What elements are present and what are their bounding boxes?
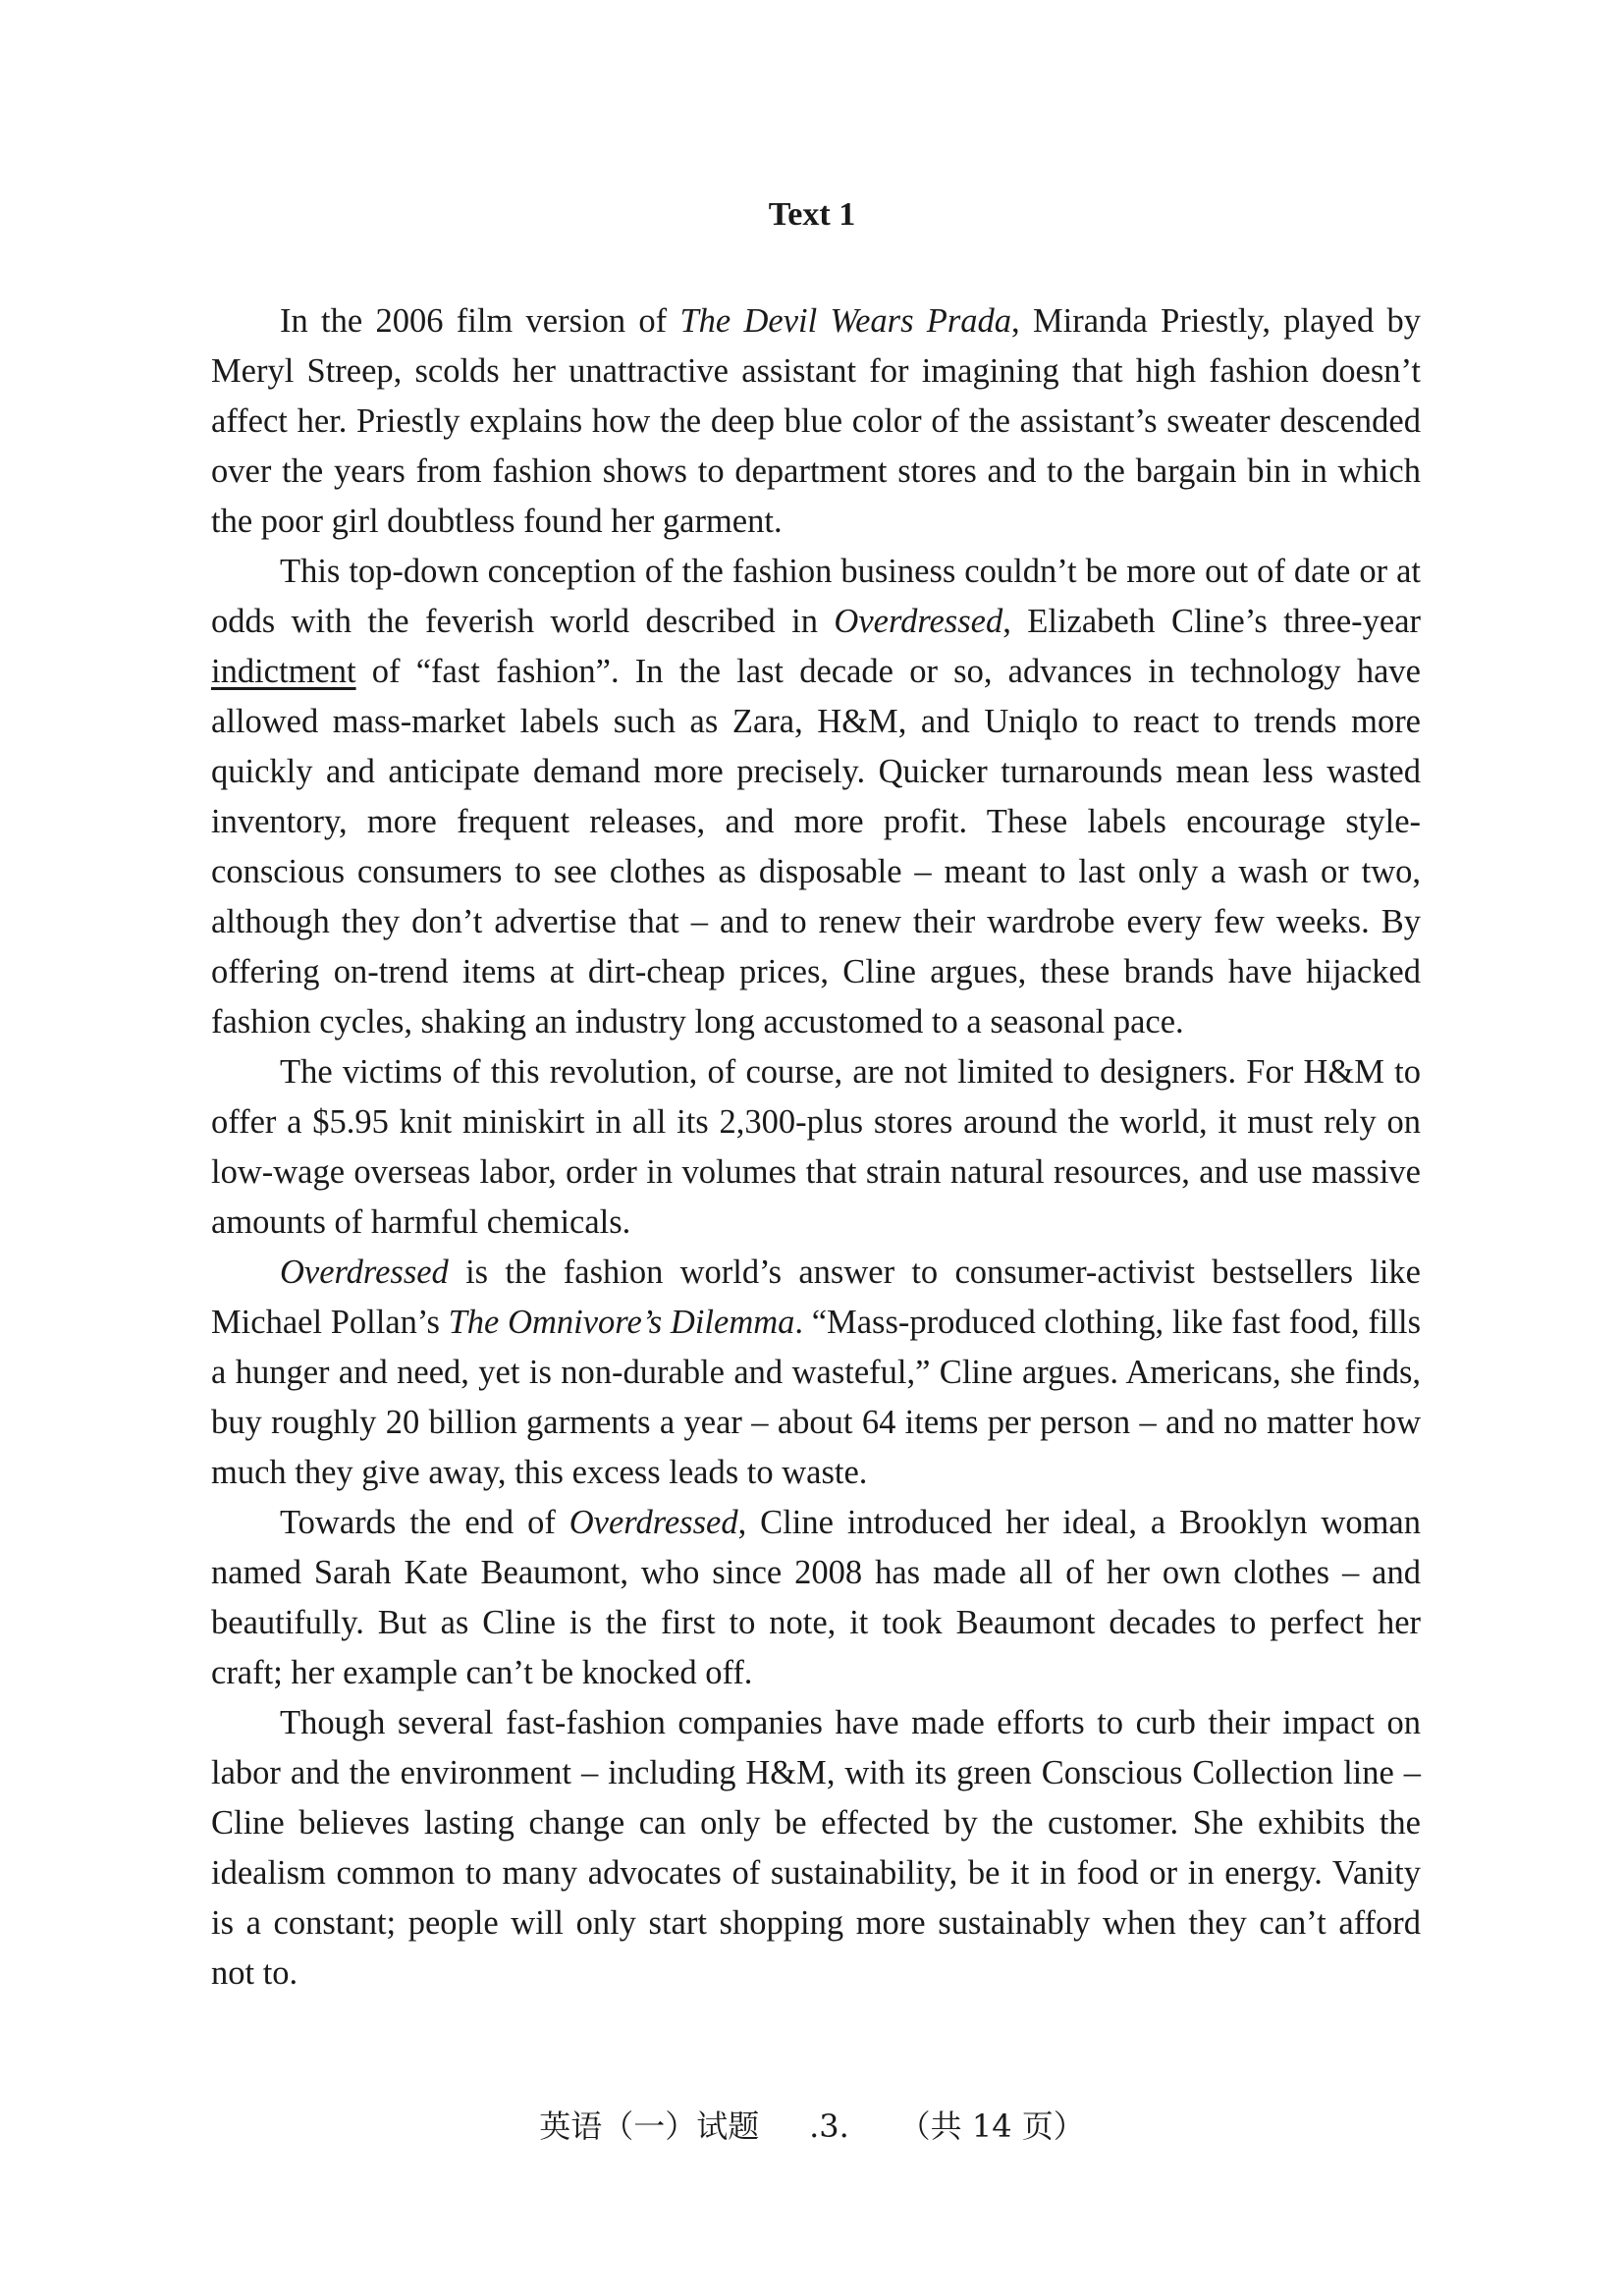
paragraph-6 bbox=[211, 1698, 1421, 1999]
p4-text-a: is the fashion world’s answer to consumer-activist bestsellers like Michael Pollan’s bbox=[211, 1254, 1421, 1341]
p4-book-title-2: The Omnivore’s Dilemma bbox=[448, 1304, 795, 1341]
paragraph-2 bbox=[211, 547, 1421, 1047]
p5-book-title: Overdressed bbox=[568, 1504, 738, 1541]
paragraph-4 bbox=[211, 1248, 1421, 1498]
p6-text-a: Though several fast-fashion companies have made efforts to curb their impact on labor and the environment – including H&M, with its green Conscious Collection line – Cline believes lasting change can only be effected by the customer. She exhibits the idealism common to many advocates of sustainability, be it in food or in energy. Vanity is a constant; people will only start shopping more sustainably when they can’t afford not to. bbox=[211, 1704, 1421, 1992]
p4-text-b: . “Mass-produced clothing, like fast food, fills a hunger and need, yet is non-durable and wasteful,” Cline argues. Americans, she finds, buy roughly 20 billion garments a year – about 64 items per person – and no matter how much they give away, this excess leads to waste. bbox=[211, 1304, 1422, 1491]
paragraph-5 bbox=[211, 1498, 1421, 1698]
page-footer bbox=[0, 2107, 1624, 2146]
paragraph-3 bbox=[211, 1047, 1421, 1248]
p1-text-b: , Miranda Priestly, played by Meryl Streep, scolds her unattractive assistant for imagining that high fashion doesn’t affect her. Priestly explains how the deep blue color of the assistant’s sweater descended over the years from fashion shows to department stores and to the bargain bin in which the poor girl doubtless found her garment. bbox=[211, 302, 1421, 540]
p2-book-title: Overdressed bbox=[834, 603, 1003, 640]
p2-text-a: This top-down conception of the fashion business couldn’t be more out of date or at odds with the feverish world described in bbox=[211, 553, 1421, 640]
p5-text-a: Towards the end of bbox=[280, 1504, 569, 1541]
p2-text-b: , Elizabeth Cline’s three-year bbox=[1002, 603, 1422, 640]
p5-text-b: , Cline introduced her ideal, a Brooklyn woman named Sarah Kate Beaumont, who since 2008 has made all of her own clothes – and beautifully. But as Cline is the first to note, it took Beaumont decades to perfect her craft; her example can’t be knocked off. bbox=[211, 1504, 1421, 1691]
p1-text-a: In the 2006 film version of bbox=[280, 302, 680, 340]
p1-film-title: The Devil Wears Prada bbox=[679, 302, 1012, 340]
footer-subject: 英语（一）试题 bbox=[539, 2108, 760, 2145]
p2-text-c: of “fast fashion”. In the last decade or so, advances in technology have allowed mass-market labels such as Zara, H&M, and Uniqlo to react to trends more quickly and anticipate demand more precisely. Quicker turnarounds mean less wasted inventory, more frequent releases, and more profit. These labels encourage style-conscious consumers to see clothes as disposable – meant to last only a wash or two, although they don’t advertise that – and to renew their wardrobe every few weeks. By offering on-trend items at dirt-cheap prices, Cline argues, these brands have hijacked fashion cycles, shaking an industry long accustomed to a seasonal pace. bbox=[211, 653, 1421, 1041]
underlined-word: indictment bbox=[211, 653, 356, 690]
passage-body bbox=[211, 296, 1421, 1999]
footer-total-pages: （共 14 页） bbox=[898, 2108, 1085, 2145]
p4-book-title: Overdressed bbox=[280, 1254, 449, 1291]
page-title: Text 1 bbox=[768, 196, 856, 233]
paragraph-1 bbox=[211, 296, 1421, 547]
p3-text-a: The victims of this revolution, of course, are not limited to designers. For H&M to offer a $5.95 knit miniskirt in all its 2,300-plus stores around the world, it must rely on low-wage overseas labor, order in volumes that strain natural resources, and use massive amounts of harmful chemicals. bbox=[211, 1053, 1421, 1241]
footer-page-number: .3. bbox=[809, 2108, 849, 2145]
